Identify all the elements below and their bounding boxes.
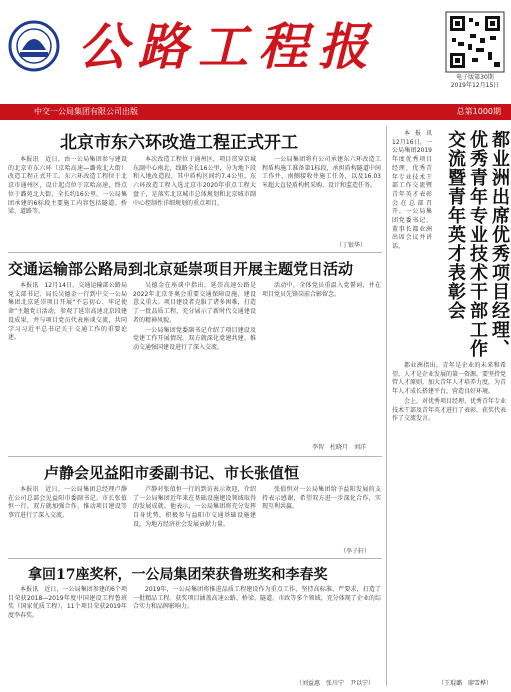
article-4-col-1 — [8, 586, 127, 686]
header-band — [0, 104, 511, 120]
article-4-title: 拿回17座奖杯，一公局集团荣获鲁班奖和李春奖 — [28, 567, 328, 583]
article-1-para-3: 一公局集团将有公司承建东六环改造工程盾构施工准备第1标段，承担盾构隧道中间工作井，南侧接收井施工任务，以及16.03米超大直径盾构机采购、设计和监造任务。 — [262, 156, 381, 190]
company-logo-icon — [8, 20, 60, 72]
article-5-col-lower — [392, 362, 506, 670]
masthead — [0, 0, 511, 104]
total-issue: 总第1000期 — [456, 107, 501, 116]
article-2-para-3: 一公局集团党委副书记介绍了项目建设及党建工作开展情况。双方就深化党建共建、推动交通强国建设进行了深入交流。 — [133, 326, 256, 351]
issue-info — [440, 74, 510, 90]
article-2-col-3 — [262, 282, 381, 438]
article-2-para-2: 吴德金在座谈中指出，延崇高速公路是2022年北京冬奥会重要交通保障设施，建设意义重大。项目建设者克服了诸多困难，打造了一批品质工程，充分展示了新时代交通建设者的精神风貌。 — [133, 282, 256, 324]
article-3-col-1 — [8, 486, 127, 554]
article-1-title: 北京市东六环改造工程正式开工 — [60, 133, 298, 153]
column-divider — [386, 126, 387, 686]
article-1-col-2 — [133, 156, 256, 248]
article-4-para-1: 本报讯 近日，一公局集团参建的6个项目荣获2018—2019年度中国建设工程鲁班奖（国家优质工程），11个项目荣获2019年度李春奖。 — [8, 586, 127, 620]
divider — [8, 456, 382, 457]
article-5-author: （王琨璐 廖雪桦） — [438, 680, 493, 687]
divider — [8, 558, 382, 559]
article-2-title: 交通运输部公路局到北京延崇项目开展主题党日活动 — [8, 260, 354, 278]
article-2-para-4: 活动中，全体党员重温入党誓词，并在项目党员先锋岗前合影留念。 — [262, 282, 381, 298]
publication-name: 公路工程报 — [78, 17, 378, 76]
article-2-col-2 — [133, 282, 256, 452]
article-2-author: 李智 杜晓月 刘洋 — [312, 444, 367, 451]
article-4-author: （刘益惠 张川宁 尹以宁） — [296, 680, 375, 687]
issue-number: 电子版第30期 — [456, 74, 494, 81]
article-2-para-1: 本报讯 12月14日，交通运输部公路局党支部书记、局长吴德金一行到中交一公局集团北京延崇项目开展“不忘初心、牢记使命”主题党日活动，参观了延崇高速北京段建设成果，并与项目党员代表座谈交流，共同学习习近平总书记关于交通工作的重要论述。 — [8, 282, 127, 342]
article-3-para-1: 本报讯 近日，一公局集团总经理卢静在公司总部会见益阳市委副书记、市长张值恒一行，双方就加强合作、推动项目建设等事宜进行了深入交流。 — [8, 486, 127, 520]
article-4-para-2: 2019年，一公局集团将推进品质工程建设作为重点工作，坚持高标准、严要求，打造了一批精品工程。获奖项目涵盖高速公路、桥梁、隧道、市政等多个领域，充分体现了企业的综合实力和品牌影响力。 — [133, 586, 381, 611]
sponsor-line: 中交一公局集团有限公司出版 — [34, 107, 138, 116]
article-2-col-1 — [8, 282, 127, 452]
article-3-author: （李子轩） — [340, 548, 371, 555]
article-3-title: 卢静会见益阳市委副书记、市长张值恒 — [44, 464, 300, 482]
article-5-para-2: 都业洲指出，青年是企业的未来和希望，人才是企业发展的第一资源。要坚持党管人才原则，加大青年人才培养力度，为青年人才成长搭建平台，营造良好环境。 — [392, 362, 507, 396]
article-5-para-1: 本报讯 12月16日，一公局集团2019年度优秀项目经理、优秀青年专业技术干部工作交流暨青年英才表彰会在总部召开。一公局集团党委书记、董事长都业洲出席会议并讲话。 — [392, 130, 439, 251]
article-3-col-3 — [262, 486, 381, 544]
article-1-para-2: 本次改造工程位于通州区，项目贯穿京城东副中心南北，线路全长16公里，分为地下段和入地改造段，其中盾构区间约7.4公里。东六环改造工程入选北京市2020年重点工程大盘子，是落实北京城市总体规划和北京城市副中心控制性详细规划的重点项目。 — [133, 156, 256, 207]
article-4-col-2 — [133, 586, 381, 674]
article-1-col-1 — [8, 156, 127, 248]
article-3-para-3: 张值恒对一公局集团给予益阳发展的支持表示感谢，希望双方进一步深化合作，实现互利共赢。 — [262, 486, 381, 511]
article-1-para-1: 本报讯 近日，由一公局集团参与建设的北京市东六环（京哈高速—潞苑北大街）改造工程正式开工。东六环改造工程位于北京市通州区，设计起点位于京哈高速，终点位于潞苑北大街，全长约16公里。一公局集团承建的6标段主要施工内容包括隧道、桥梁、道路等。 — [8, 156, 127, 216]
article-1-col-3 — [262, 156, 381, 238]
article-5-para-3: 会上，对优秀项目经理、优秀青年专业技术干部及青年英才进行了表彰，获奖代表作了交流发言。 — [392, 397, 507, 423]
article-3-col-2 — [133, 486, 256, 554]
article-5-title: 都业洲出席优秀项目经理、优秀青年专业技术干部工作交流暨青年英才表彰会 — [445, 130, 510, 358]
qr-code-icon — [446, 12, 504, 72]
article-5-col-upper — [392, 130, 439, 358]
article-1-author: （丁银华） — [336, 242, 367, 249]
issue-date: 2019年12月15日 — [450, 82, 500, 89]
article-3-para-2: 卢静对张值恒一行的到访表示欢迎，介绍了一公局集团近年来在基础设施建设领域取得的发展成就。他表示，一公局集团将充分发挥自身优势，积极参与益阳市交通基础设施建设，为地方经济社会发展贡献力量。 — [133, 486, 256, 528]
divider — [8, 252, 382, 253]
